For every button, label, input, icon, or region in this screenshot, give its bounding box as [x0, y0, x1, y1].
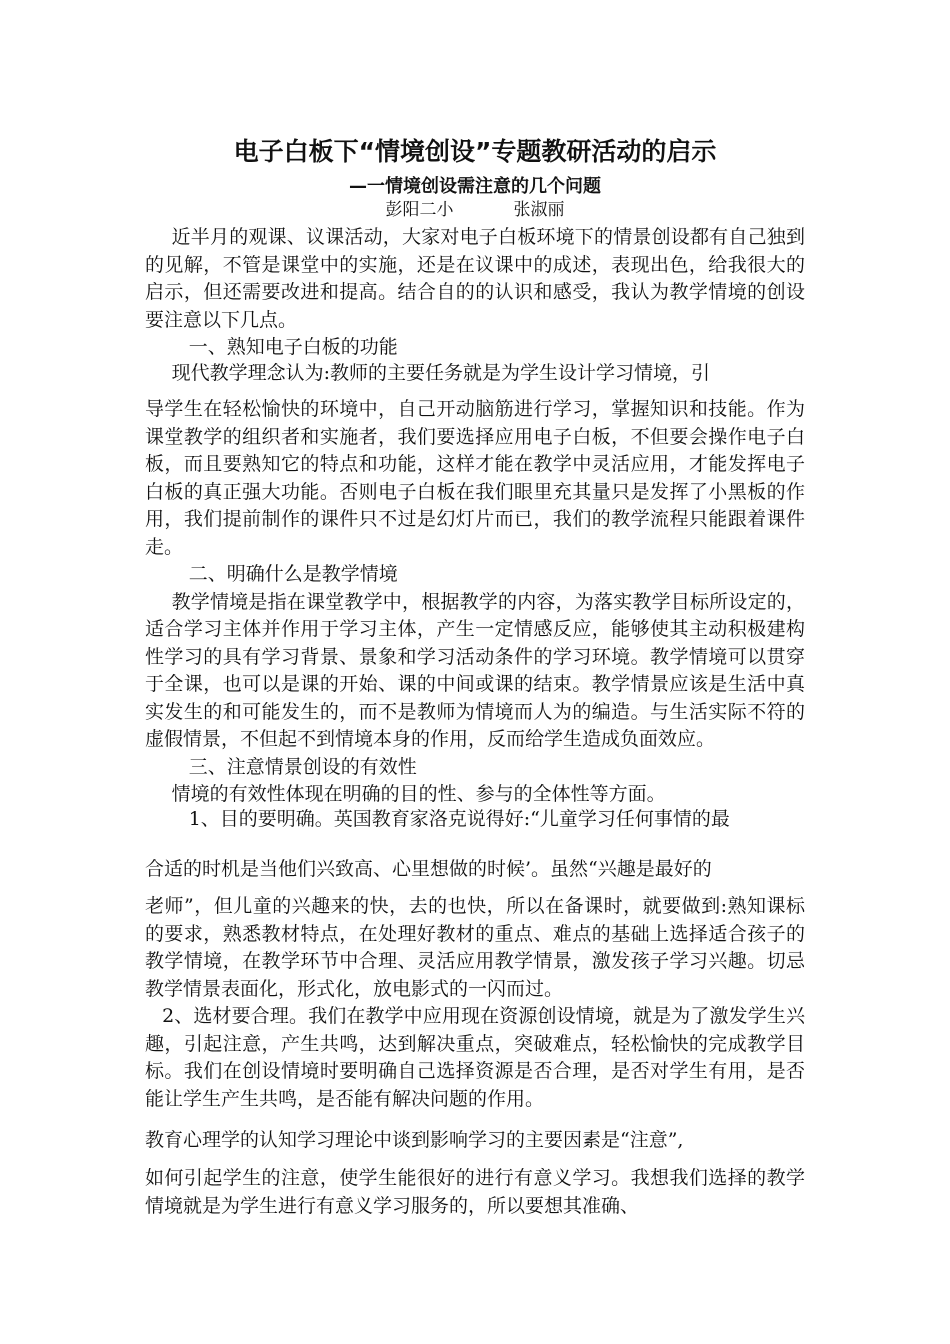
- author-school: 彭阳二小: [385, 200, 454, 220]
- point1-line: [145, 806, 805, 834]
- paragraph: 情境的有效性体现在明确的目的性、参与的全体性等方面。: [171, 783, 666, 805]
- paragraph: 现代教学理念认为:教师的主要任务就是为学生设计学习情境，引: [171, 362, 710, 384]
- section-heading: 一、熟知电子白板的功能: [188, 336, 398, 358]
- paragraph: 合适的时机是当他们兴致高、心里想做的时候’。虽然“兴趣是最好的: [145, 858, 712, 880]
- document-title: 电子白板下“情境创设”专题教研活动的启示: [233, 137, 717, 166]
- paragraph: 教育心理学的认知学习理论中谈到影响学习的主要因素是“注意”,: [145, 1129, 684, 1151]
- paragraph: 2、选材要合理。我们在教学中应用现在资源创设情境，就是为了激发学生兴趣，引起注意，产生共鸣，达到解决重点，突破难点，轻松愉快的完成教学目标。我们在创设情境时要明确自己选择资源是否合理，是否对学生有用，是否能让学生产生共鸣，是否能有解决问题的作用。: [145, 1005, 805, 1110]
- section-heading: 三、注意情景创设的有效性: [188, 755, 417, 778]
- document-subtitle: —一情境创设需注意的几个问题: [349, 176, 601, 197]
- section1-block: [145, 396, 805, 809]
- psychology-block: [145, 1165, 805, 1220]
- section1-line: [145, 360, 805, 388]
- paragraph: 老师”，但儿童的兴趣来的快，去的也快，所以在备课时，就要做到:熟知课标的要求，熟悉教材特点，在处理好教材的重点、难点的基础上选择适合孩子的教学情境，在教学环节中合理、灵活应用教学情景，激发孩子学习兴趣。切忌教学情景表面化，形式化，放电影式的一闪而过。: [145, 895, 805, 1000]
- section-heading: 二、明确什么是教学情境: [188, 563, 398, 585]
- paragraph: 教学情境是指在课堂教学中，根据教学的内容，为落实教学目标所设定的，适合学习主体并作用于学习主体，产生一定情感反应，能够使其主动积极建构性学习的具有学习背景、景象和学习活动条件的学习环境。教学情境可以贯穿于全课，也可以是课的开始、课的中间或课的结束。教学情景应该是生活中真实发生的和可能发生的，而不是教师为情境而人为的编造。与生活实际不符的虚假情景，不但起不到情境本身的作用，反而给学生造成负面效应。: [145, 590, 805, 750]
- paragraph: 近半月的观课、议课活动，大家对电子白板环境下的情景创设都有自己独到的见解，不管是课堂中的实施，还是在议课中的成述，表现出色，给我很大的启示，但还需要改进和提高。结合自的的认识和感受，我认为教学情境的创设要注意以下几点。: [145, 226, 805, 331]
- author-name: 张淑丽: [513, 200, 565, 220]
- point1-line2: [145, 856, 805, 884]
- intro-block: [145, 224, 805, 362]
- psychology-line: [145, 1127, 805, 1155]
- paragraph: 如何引起学生的注意，使学生能很好的进行有意义学习。我想我们选择的教学情境就是为学生进行有意义学习服务的，所以要想其准确、: [145, 1167, 805, 1217]
- paragraph: 1、目的要明确。英国教育家洛克说得好:“儿童学习任何事情的最: [188, 808, 730, 830]
- author-line: [145, 198, 805, 222]
- point1-block: [145, 893, 805, 1113]
- paragraph: 导学生在轻松愉快的环境中，自己开动脑筋进行学习，掌握知识和技能。作为课堂教学的组织者和实施者，我们要选择应用电子白板，不但要会操作电子白板，而且要熟知它的特点和功能，这样才能在教学中灵活应用，才能发挥电子白板的真正强大功能。否则电子白板在我们眼里充其量只是发挥了小黑板的作用，我们提前制作的课件只不过是幻灯片而已，我们的教学流程只能跟着课件走。: [145, 398, 805, 558]
